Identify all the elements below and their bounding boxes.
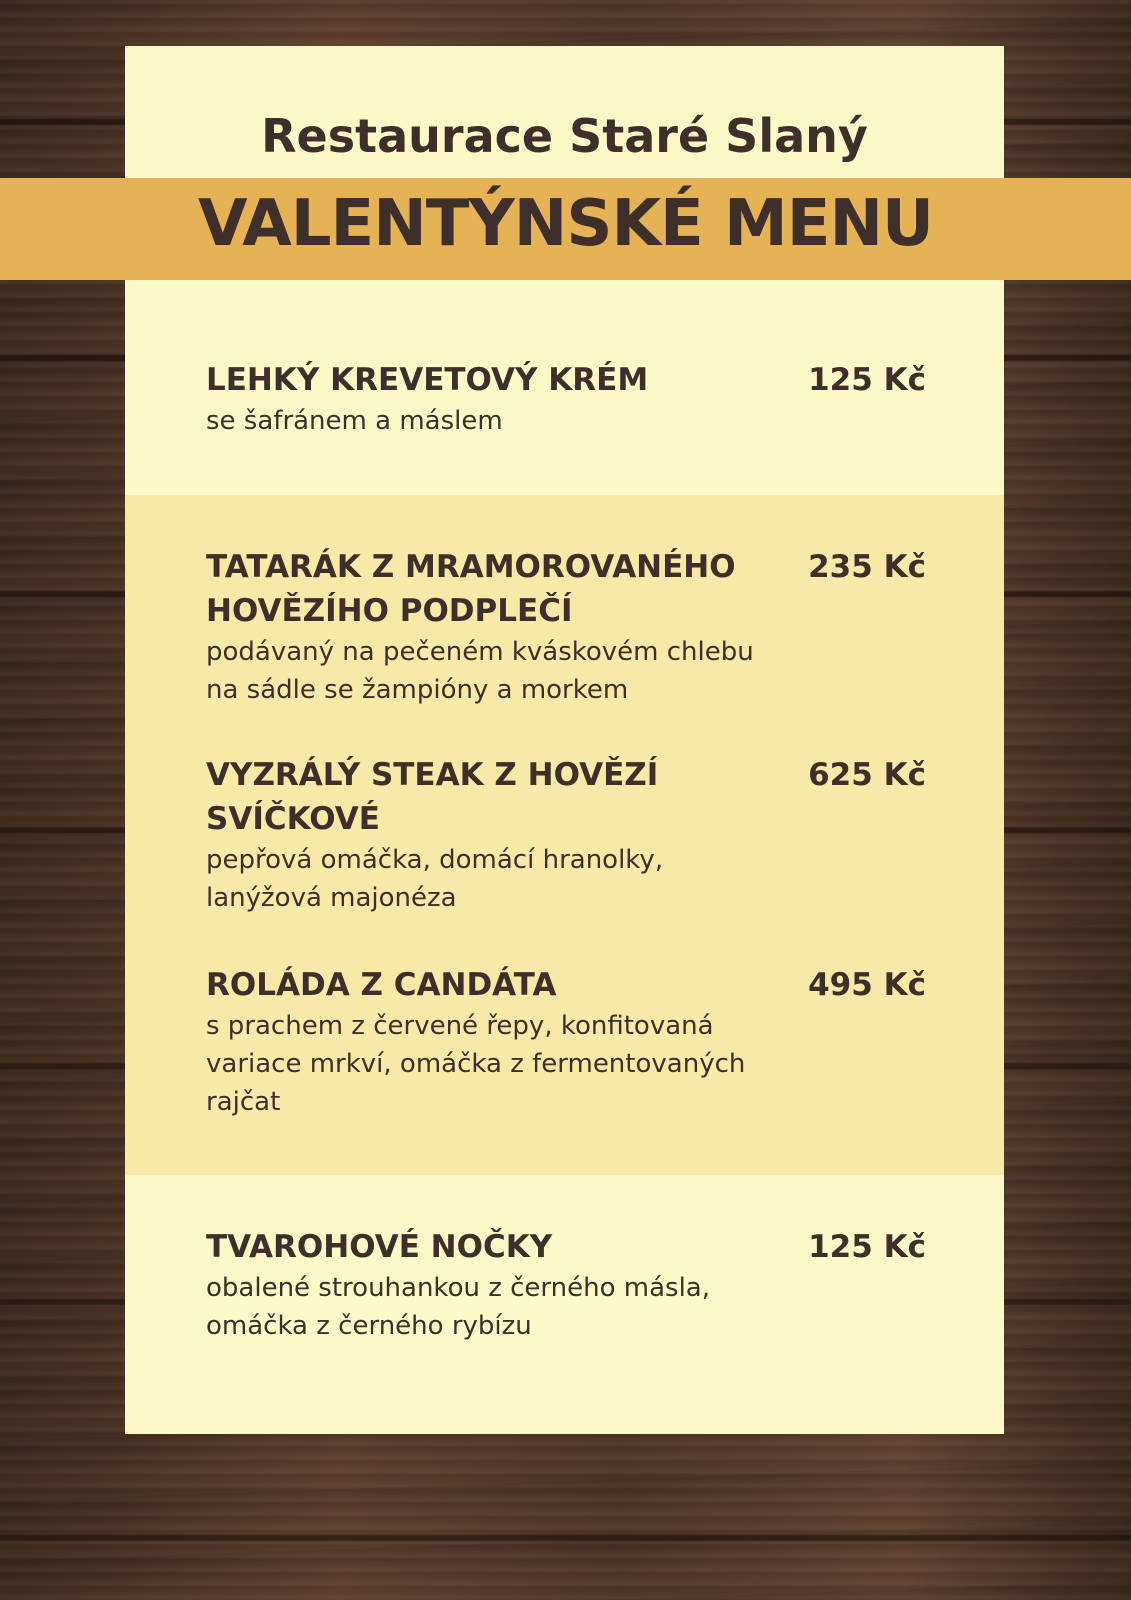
item-description: obalené strouhankou z černého másla, omáčka z černého rybízu xyxy=(206,1273,711,1341)
item-description: podávaný na pečeném kváskovém chlebu na sádle se žampióny a morkem xyxy=(206,637,754,705)
item-description: s prachem z červené řepy, konfitovaná variace mrkví, omáčka z fermentovaných rajčat xyxy=(206,1011,746,1117)
menu-item-shrimp-cream xyxy=(206,358,926,440)
item-price: 495 Kč xyxy=(808,967,926,1003)
item-description: pepřová omáčka, domácí hranolky, lanýžová majonéza xyxy=(206,845,664,913)
menu-item-curd-dumplings xyxy=(206,1225,926,1345)
menu-item-steak xyxy=(206,753,926,917)
item-name: ROLÁDA Z CANDÁTA xyxy=(206,967,557,1003)
item-name: LEHKÝ KREVETOVÝ KRÉM xyxy=(206,362,649,398)
item-description: se šafránem a máslem xyxy=(206,406,503,436)
item-price: 235 Kč xyxy=(808,549,926,585)
item-name: TATARÁK Z MRAMOROVANÉHO HOVĚZÍHO PODPLEČÍ xyxy=(206,549,736,629)
item-price: 125 Kč xyxy=(808,362,926,398)
menu-title: VALENTÝNSKÉ MENU xyxy=(198,187,933,261)
restaurant-name: Restaurace Staré Slaný xyxy=(261,109,868,163)
item-name: VYZRÁLÝ STEAK Z HOVĚZÍ SVÍČKOVÉ xyxy=(206,757,659,837)
menu-item-tartare xyxy=(206,545,926,709)
item-name: TVAROHOVÉ NOČKY xyxy=(206,1229,553,1265)
item-price: 125 Kč xyxy=(808,1229,926,1265)
menu-item-pikeperch-roulade xyxy=(206,963,926,1121)
item-price: 625 Kč xyxy=(808,757,926,793)
